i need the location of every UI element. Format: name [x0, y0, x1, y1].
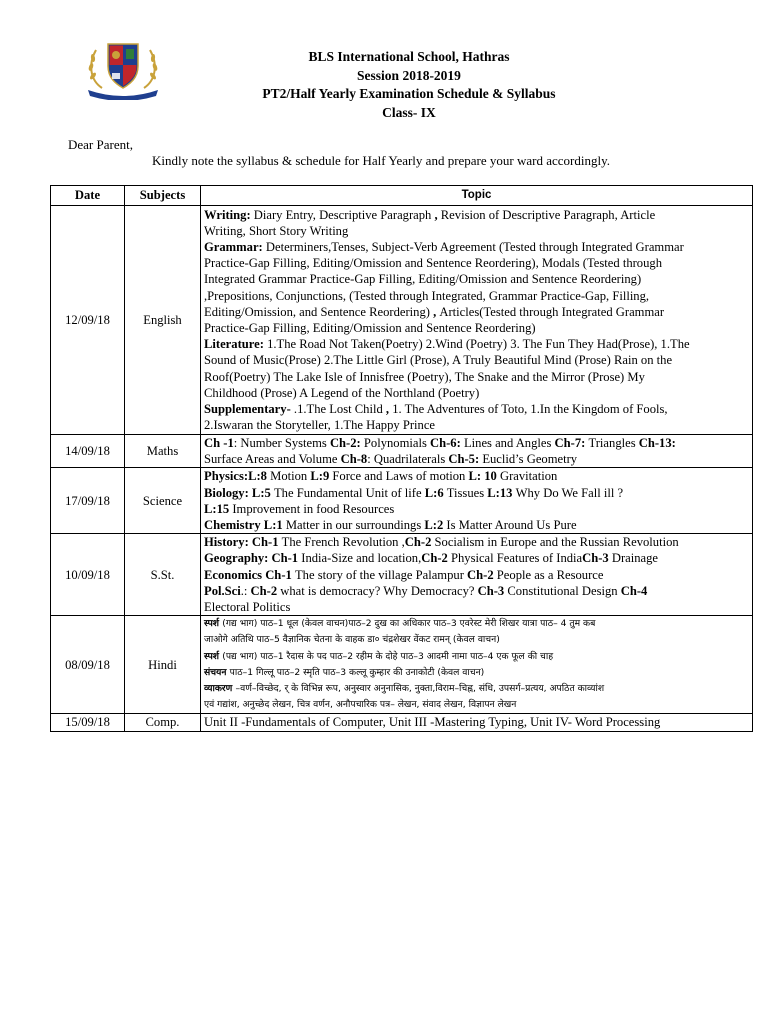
topic-line: [204, 681, 749, 697]
topic-text: : Number Systems: [233, 436, 330, 450]
row-topic: [201, 468, 753, 534]
topic-heading: Ch-2: [404, 535, 435, 550]
row-topic: [201, 435, 753, 468]
topic-text: –वर्ण–विच्छेद, र् के विभिन्न रूप, अनुस्वार अनुनासिक, नुक्ता,विराम–चिह्न, संधि, उपसर्ग–प्रत्यय, अपठित काव्यांश: [235, 683, 605, 695]
topic-text: Tissues: [446, 485, 488, 500]
topic-text: Lines and Angles: [463, 436, 555, 450]
topic-line: [204, 697, 749, 713]
topic-heading: Literature:: [204, 337, 268, 352]
row-subject: Hindi: [125, 616, 201, 714]
class-label: Class- IX: [382, 104, 436, 120]
topic-text: ,Prepositions, Conjunctions, (Tested through Integrated, Grammar Practice-Gap, Filling,: [204, 288, 650, 303]
topic-line: [204, 632, 749, 648]
topic-heading: Ch-4: [620, 583, 648, 598]
topic-line: [204, 485, 749, 501]
topic-heading: संचयन: [204, 666, 230, 678]
topic-heading: Ch-3: [582, 551, 612, 566]
row-subject: S.St.: [125, 534, 201, 616]
topic-heading: Ch-7:: [554, 436, 589, 450]
row-date: 08/09/18: [51, 616, 125, 714]
topic-heading: History: Ch-1: [204, 535, 282, 550]
topic-line: [204, 239, 749, 255]
topic-text: एवं गद्यांश, अनुच्छेद लेखन, चित्र वर्णन, अनौपचारिक पत्र– लेखन, संवाद लेखन, विज्ञापन लेखन: [204, 699, 517, 711]
topic-text: People as a Resource: [496, 567, 604, 582]
salutation: Dear Parent,: [68, 137, 133, 152]
topic-heading: Chemistry L:1: [204, 518, 286, 533]
topic-text: Euclid’s Geometry: [482, 452, 578, 467]
topic-text: Why Do We Fall ill ?: [515, 485, 624, 500]
topic-text: 1. The Adventures of Toto, 1.In the Kingdom of Fools,: [392, 402, 668, 417]
topic-line: [204, 255, 749, 271]
topic-text: Improvement in food Resources: [232, 501, 395, 516]
topic-line: [204, 616, 749, 632]
topic-line: [204, 352, 749, 368]
topic-text: .1.The Lost Child: [293, 402, 386, 417]
topic-text: (गद्य भाग) पाठ–1 धूल (केवल वाचन)पाठ–2 दुख का अधिकार पाठ–3 एवरेस्ट मेरी शिखर यात्रा पाठ– 4 तुम कब: [222, 618, 596, 630]
topic-line: [204, 649, 749, 665]
topic-text: Drainage: [611, 551, 659, 566]
topic-heading: L:9: [310, 469, 333, 484]
intro-text: Kindly note the syllabus & schedule for Half Yearly and prepare your ward accordingly.: [152, 153, 610, 168]
topic-text: 2.Iswaran the Storyteller, 1.The Happy Prince: [204, 418, 436, 433]
topic-text: Sound of Music(Prose) 2.The Little Girl (Prose), A Truly Beautiful Mind (Prose) Rain on the: [204, 353, 673, 368]
topic-line: [204, 385, 749, 401]
topic-heading: Physics:L:8: [204, 469, 271, 484]
topic-heading: Economics Ch-1: [204, 567, 295, 582]
row-date: 17/09/18: [51, 468, 125, 534]
topic-line: [204, 583, 749, 599]
row-date: 15/09/18: [51, 714, 125, 731]
topic-heading: Ch-3: [477, 583, 508, 598]
topic-text: Constitutional Design: [507, 583, 621, 598]
topic-heading: Biology: L:5: [204, 485, 274, 500]
topic-text: Writing, Short Story Writing: [204, 223, 349, 238]
topic-heading: Ch-13:: [638, 436, 676, 450]
topic-text: 1.The Road Not Taken(Poetry) 2.Wind (Poetry) 3. The Fun They Had(Prose), 1.The: [267, 337, 690, 352]
row-topic: [201, 534, 753, 616]
topic-heading: Ch-2: [250, 583, 281, 598]
topic-text: Physical Features of India: [450, 551, 583, 566]
topic-heading: Ch-8: [340, 452, 368, 467]
topic-line: [204, 567, 749, 583]
document-header: [150, 48, 668, 122]
topic-text: Childhood (Prose) A Legend of the Northland (Poetry): [204, 385, 480, 400]
topic-text: Editing/Omission, and Sentence Reordering): [204, 304, 434, 319]
topic-heading: Grammar:: [204, 239, 266, 254]
table-header-row: [51, 186, 753, 206]
topic-text: The Fundamental Unit of life: [273, 485, 425, 500]
topic-line: [204, 501, 749, 517]
row-topic: [201, 616, 753, 714]
row-date: 14/09/18: [51, 435, 125, 468]
topic-text: .:: [240, 583, 251, 598]
table-row: [51, 616, 753, 714]
topic-text: Force and Laws of motion: [332, 469, 469, 484]
school-name: BLS International School, Hathras: [308, 49, 510, 64]
topic-text: Polynomials: [363, 436, 431, 450]
topic-heading: ,: [434, 207, 441, 222]
row-topic: [201, 714, 753, 731]
topic-heading: L:2: [424, 518, 447, 533]
topic-line: [204, 369, 749, 385]
topic-text: Articles(Tested through Integrated Grammar: [439, 304, 665, 319]
topic-heading: व्याकरण: [204, 683, 236, 695]
topic-text: Unit II -Fundamentals of Computer, Unit III -Mastering Typing, Unit IV- Word Processing: [204, 715, 661, 730]
header-topic: Topic: [201, 186, 753, 206]
topic-text: Is Matter Around Us Pure: [446, 518, 577, 533]
topic-text: Gravitation: [499, 469, 558, 484]
topic-text: what is democracy? Why Democracy?: [280, 583, 478, 598]
topic-line: [204, 517, 749, 533]
topic-text: : Quadrilaterals: [367, 452, 449, 467]
topic-text: पाठ–1 गिल्लू पाठ–2 स्मृति पाठ–3 कल्लू कुम्हार की उनाकोटी (केवल वाचन): [229, 666, 485, 678]
topic-line: [204, 550, 749, 566]
table-row: [51, 206, 753, 435]
topic-heading: Ch-2: [421, 551, 451, 566]
topic-heading: Supplementary-: [204, 402, 294, 417]
row-date: 10/09/18: [51, 534, 125, 616]
row-subject: Comp.: [125, 714, 201, 731]
topic-line: [204, 320, 749, 336]
topic-text: The French Revolution ,: [281, 535, 405, 550]
topic-heading: स्पर्श: [204, 618, 223, 630]
table-row: [51, 468, 753, 534]
topic-line: [204, 271, 749, 287]
table-row: [51, 534, 753, 616]
session: Session 2018-2019: [357, 67, 461, 83]
topic-text: (पद्य भाग) पाठ–1 रैदास के पद पाठ–2 रहीम के दोहे पाठ–3 आदमी नामा पाठ–4 एक फूल की चाह: [222, 650, 554, 662]
header-date: Date: [51, 186, 125, 206]
topic-line: [204, 207, 749, 223]
topic-text: जाओगे अतिथि पाठ–5 वैज्ञानिक चेतना के वाहक डा० चंद्रशेखर वेंकट रामन् (केवल वाचन): [204, 634, 500, 646]
exam-title: PT2/Half Yearly Examination Schedule & Syllabus: [262, 86, 556, 101]
topic-heading: Ch-2:: [329, 436, 364, 450]
topic-text: Electoral Politics: [204, 600, 291, 615]
topic-heading: Ch-5:: [448, 452, 483, 467]
topic-text: Determiners,Tenses, Subject-Verb Agreement (Tested through Integrated Grammar: [265, 239, 684, 254]
row-topic: [201, 206, 753, 435]
topic-heading: स्पर्श: [204, 650, 223, 662]
header-subjects: Subjects: [125, 186, 201, 206]
topic-heading: Ch -1: [204, 436, 234, 450]
topic-heading: L:15: [204, 501, 233, 516]
topic-heading: Geography: Ch-1: [204, 551, 302, 566]
topic-text: Surface Areas and Volume: [204, 452, 341, 467]
topic-line: [204, 534, 749, 550]
row-subject: English: [125, 206, 201, 435]
topic-line: [204, 714, 749, 730]
topic-line: [204, 451, 749, 467]
topic-heading: L:6: [424, 485, 447, 500]
topic-text: Motion: [270, 469, 311, 484]
topic-line: [204, 435, 749, 451]
row-subject: Maths: [125, 435, 201, 468]
topic-line: [204, 288, 749, 304]
table-row: [51, 435, 753, 468]
topic-line: [204, 401, 749, 417]
topic-text: India-Size and location,: [301, 551, 422, 566]
topic-text: Practice-Gap Filling, Editing/Omission and Sentence Reordering), Modals (Tested through: [204, 256, 662, 271]
schedule-table: [50, 185, 753, 732]
row-subject: Science: [125, 468, 201, 534]
topic-heading: L:13: [487, 485, 516, 500]
topic-text: Triangles: [588, 436, 639, 450]
topic-heading: Pol.Sci: [204, 583, 241, 598]
topic-text: Integrated Grammar Practice-Gap Filling, Editing/Omission and Sentence Reordering): [204, 272, 642, 287]
topic-heading: Ch-6:: [430, 436, 464, 450]
topic-heading: ,: [385, 402, 393, 417]
topic-line: [204, 417, 749, 433]
topic-line: [204, 665, 749, 681]
topic-line: [204, 223, 749, 239]
topic-heading: L: 10: [468, 469, 500, 484]
topic-text: Matter in our surroundings: [285, 518, 425, 533]
topic-text: Socialism in Europe and the Russian Revolution: [434, 535, 679, 550]
topic-text: Practice-Gap Filling, Editing/Omission and Sentence Reordering): [204, 321, 536, 335]
topic-line: [204, 336, 749, 352]
topic-text: The story of the village Palampur: [294, 567, 468, 582]
topic-text: Revision of Descriptive Paragraph, Article: [440, 207, 656, 222]
topic-line: [204, 468, 749, 484]
topic-heading: Writing:: [204, 207, 254, 222]
table-row: [51, 714, 753, 731]
topic-text: Roof(Poetry) The Lake Isle of Innisfree (Poetry), The Snake and the Mirror (Prose) My: [204, 369, 645, 384]
topic-line: [204, 304, 749, 320]
topic-heading: ,: [433, 304, 440, 319]
topic-heading: Ch-2: [467, 567, 497, 582]
topic-line: [204, 599, 749, 615]
topic-text: Diary Entry, Descriptive Paragraph: [253, 207, 435, 222]
row-date: 12/09/18: [51, 206, 125, 435]
